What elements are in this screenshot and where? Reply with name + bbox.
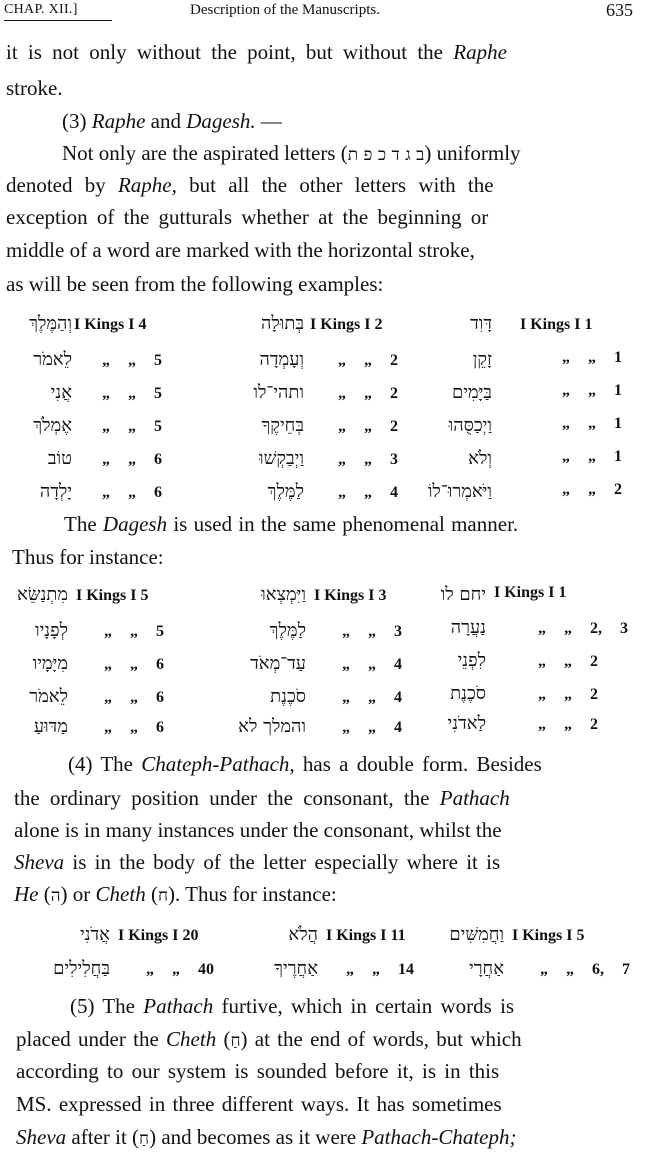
verse-reference: „ „ 2, 3: [538, 620, 628, 637]
verse-reference: „ „ 5: [102, 385, 162, 402]
verse-reference: „ „ 6: [104, 689, 164, 706]
hebrew-word: סֹכֶנֶת: [450, 683, 486, 704]
hebrew-word: והמלך לא: [238, 716, 306, 737]
verse-reference: „ „ 2: [538, 653, 598, 670]
hebrew-word: יָלְדָה: [39, 481, 72, 502]
text-line: exception of the gutturals whether at the beginning or: [6, 205, 489, 229]
hebrew-word: עַד־מְאֹד: [250, 653, 306, 674]
verse-reference: „ „ 5: [104, 623, 164, 640]
verse-reference: I Kings I 5: [512, 927, 585, 944]
verse-reference: „ „ 2: [562, 481, 622, 498]
hebrew-word: וְעָמְדָה: [259, 349, 304, 370]
verse-reference: „ „ 6: [104, 719, 164, 736]
text-line: The Dagesh is used in the same phenomenal manner.: [64, 512, 519, 536]
hebrew-word: לַמֶּלֶךְ: [269, 620, 306, 641]
hebrew-word: מַדּוּעַ: [33, 716, 68, 737]
hebrew-word: בְּחֵיקֶךָ: [261, 415, 304, 436]
text-line: denoted by Raphe, but all the other letters with the: [6, 173, 494, 197]
text-line: as will be seen from the following examples:: [6, 272, 384, 296]
verse-reference: „ „ 2: [538, 686, 598, 703]
verse-reference: I Kings I 11: [326, 927, 406, 944]
hebrew-word: הֲלֹא: [288, 924, 318, 945]
page-number: 635: [606, 0, 633, 20]
verse-reference: I Kings I 20: [118, 927, 199, 944]
verse-reference: „ „ 1: [562, 415, 622, 432]
hebrew-word: מִיָּמָיו: [32, 653, 68, 674]
verse-reference: „ „ 6, 7: [540, 961, 630, 978]
text-line: the ordinary position under the consonant, the Pathach: [14, 786, 510, 810]
verse-reference: „ „ 6: [102, 451, 162, 468]
text-line: placed under the Cheth (חַ) at the end of words, but which: [16, 1027, 522, 1051]
hebrew-word: דָּוִד: [470, 313, 492, 334]
hebrew-word: לַמֶּלֶךְ: [267, 481, 304, 502]
verse-reference: „ „ 2: [338, 352, 398, 369]
verse-reference: „ „ 4: [342, 719, 402, 736]
text-line: (4) The Chateph-Pathach, has a double form. Besides: [68, 752, 542, 776]
hebrew-word: לֵאמֹר: [29, 686, 68, 707]
verse-reference: I Kings I 5: [76, 587, 149, 604]
verse-reference: „ „ 2: [538, 716, 598, 733]
text-line: (5) The Pathach furtive, which in certain words is: [70, 994, 515, 1018]
text-line: Not only are the aspirated letters (ב ג ד כ פ ת) uniformly: [62, 141, 521, 165]
text-line: Sheva is in the body of the letter especially where it is: [14, 850, 501, 874]
hebrew-word: אֲדֹנִי: [79, 924, 110, 945]
text-line: MS. expressed in three different ways. It has sometimes: [16, 1092, 502, 1116]
hebrew-word: בְּתוּלָה: [260, 313, 304, 334]
hebrew-word: וְהַמֶּלֶךְ: [29, 313, 72, 334]
hebrew-word: לִפְנֵי: [457, 650, 486, 671]
verse-reference: „ „ 1: [562, 349, 622, 366]
verse-reference: „ „ 2: [338, 418, 398, 435]
hebrew-word: לַאדֹנִי: [447, 713, 486, 734]
verse-reference: I Kings I 1: [520, 316, 593, 333]
text-line: according to our system is sounded before it, is in this: [16, 1059, 500, 1083]
verse-reference: „ „ 5: [102, 352, 162, 369]
hebrew-word: בַּיָּמִים: [451, 382, 492, 403]
text-line: it is not only without the point, but without the Raphe: [6, 40, 507, 64]
header-rule: [4, 20, 112, 21]
verse-reference: I Kings I 2: [310, 316, 383, 333]
hebrew-word: וְלֹא: [468, 448, 492, 469]
text-line: alone is in many instances under the consonant, whilst the: [14, 818, 502, 842]
hebrew-word: וַיִּמְצְאוּ: [261, 584, 306, 605]
text-line: He (ה) or Cheth (ח). Thus for instance:: [14, 882, 337, 906]
hebrew-word: וַיְבַקְשׁוּ: [259, 448, 304, 469]
verse-reference: „ „ 14: [346, 961, 414, 978]
verse-reference: „ „ 3: [342, 623, 402, 640]
text-line: stroke.: [6, 76, 63, 100]
verse-reference: „ „ 6: [102, 484, 162, 501]
chapter-label: CHAP. XII.]: [4, 2, 78, 17]
hebrew-word: מִתְנַשֵּׂא: [16, 584, 68, 605]
running-title: Description of the Manuscripts.: [190, 2, 380, 18]
verse-reference: „ „ 1: [562, 382, 622, 399]
verse-reference: „ „ 2: [338, 385, 398, 402]
verse-reference: „ „ 6: [104, 656, 164, 673]
verse-reference: „ „ 3: [338, 451, 398, 468]
verse-reference: I Kings I 3: [314, 587, 387, 604]
hebrew-word: וַיְכַסֻּהוּ: [448, 415, 492, 436]
hebrew-word: אַחֲרָי: [468, 958, 504, 979]
verse-reference: I Kings I 4: [74, 316, 147, 333]
section-heading: (3) Raphe and Dagesh. —: [62, 109, 282, 133]
hebrew-word: בַּחֲלִילִים: [53, 958, 110, 979]
hebrew-word: יחם לו: [440, 584, 486, 605]
text-line: Thus for instance:: [12, 545, 164, 569]
hebrew-word: אֶמְלֹךְ: [33, 415, 72, 436]
hebrew-word: וַיֹּאמְרוּ־לוֹ: [427, 481, 492, 502]
hebrew-word: טוֹב: [47, 448, 72, 469]
verse-reference: „ „ 5: [102, 418, 162, 435]
verse-reference: „ „ 4: [342, 689, 402, 706]
hebrew-word: זָקֵן: [472, 349, 492, 370]
hebrew-word: נַעֲרָה: [450, 617, 486, 638]
hebrew-word: וַחֲמִשִּׁים: [449, 924, 504, 945]
verse-reference: „ „ 4: [338, 484, 398, 501]
verse-reference: „ „ 40: [146, 961, 214, 978]
verse-reference: I Kings I 1: [494, 584, 567, 601]
hebrew-word: לֵאמֹר: [33, 349, 72, 370]
hebrew-word: ותהי־לו: [253, 382, 304, 403]
verse-reference: „ „ 1: [562, 448, 622, 465]
hebrew-word: סֹכֶנֶת: [270, 686, 306, 707]
text-line: Sheva after it (חַ) and becomes as it were Pathach-Chateph;: [16, 1125, 517, 1149]
text-line: middle of a word are marked with the horizontal stroke,: [6, 238, 475, 262]
running-header: [0, 0, 658, 24]
verse-reference: „ „ 4: [342, 656, 402, 673]
hebrew-word: אַחֲרֶיךָ: [274, 958, 318, 979]
hebrew-word: לְפָנָיו: [34, 620, 68, 641]
hebrew-word: אֲנִי: [50, 382, 72, 403]
